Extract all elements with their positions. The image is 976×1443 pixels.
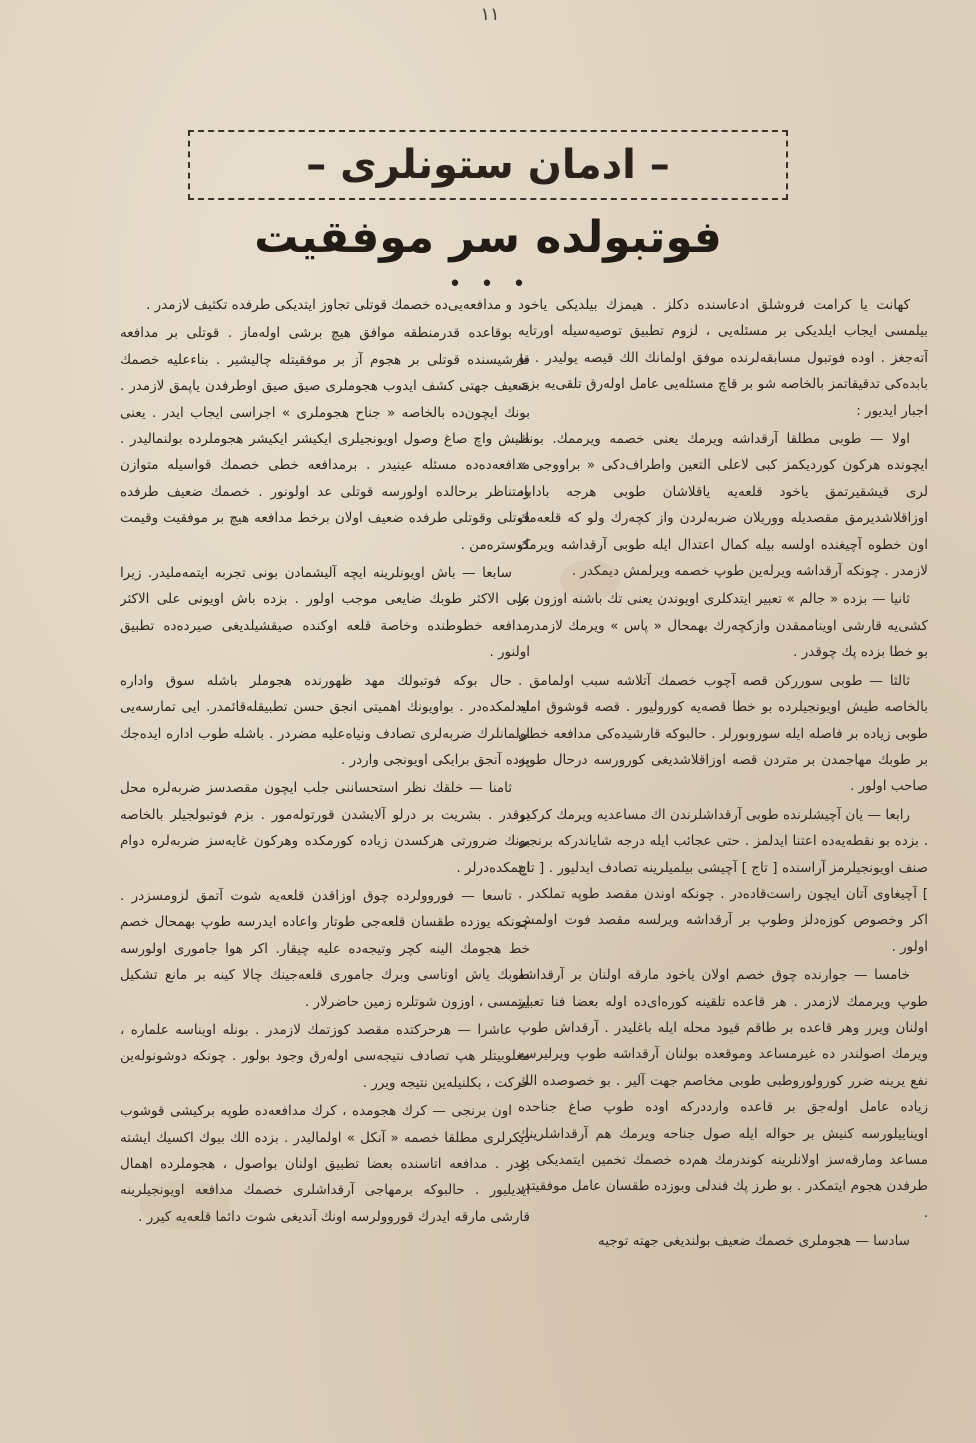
paragraph: اولا — طوبی مطلقا آرقداشه ویرمك یعنی خصمه ویرممك. بونك ایچونده هرکون کوردیکمز کبی لاعلی التعین واطراف‌دکی « براووجی » لری قیشقیرتمق یاخود قلعه‌یه یاقلاشان طوبی هرجه باداباد اوزاقلاشدیرمق مقصدیله ووریلان ضربه‌لردن واز کچه‌رك ولو که قلعه‌مك اون خطوه آچیغنده اولسه بیله کمال اعتدال ایله طوبی آرقداشه ویرمك لازمدر . چونکه آرقداشه ویرله‌ین طوپ خصمه ویرلمش دیمکدر . <box>518 431 928 580</box>
paragraph: و مدافعه‌یی‌ده خصمك قوتلی تجاوز ایتدیکی طرفده تکثیف لازمدر . <box>146 297 512 313</box>
paragraph: اون برنجی — کرك هجومده ، کرك مدافعه‌ده طوپه برکیشی قوشوب دیکرلری مطلقا خصمه « آنکل » اولمالیدر . بزده الك بیوك اکسیك ایشته بودر . مدافعه اتاسنده بعضا تطبیق اولنان بواصول ، هجوملرده اهمال ایدیلیور . حالبوکه برمهاجی آرقداشلری خصمك مدافعه اویونجیلرینه قارشی مارقه ایدرك قوروولرسه اونك آندیغی شوت دائما قلعه‌یه کیرر . <box>120 1103 530 1225</box>
paragraph: تاسعا — فوروولرده چوق اوزاقدن قلعه‌یه شوت آتمق لزومسزدر . چونکه یوزده طقسان قلعه‌جی طوتار واعاده ایدرسه طوپ بهمحال خصم خط هجومك الینه کچر وتیجه‌ده علیه چیقار. اکر هوا جاموری اولورسه طوبك یاش اوناسی وبرك جاموری قلعه‌جینك چالا کینه بر مانع تشکیل ایتمسی ، اوزون شوتلره زمین حاضرلار . <box>120 887 530 1010</box>
paragraph: ثالثا — طوبی سوررکن قصه آچوب خصمك آتلاشه سبب اولمامق . بالخاصه طیش اویونجیلرده بو خطا قصه‌یه کورولیور . قصه قوشوق امله طوبی زیاده بر فاصله ایله سوروبورلر . حالبوکه قارشیده‌کی مدافعه خطی بر طوبك مهاجمدن بر متردن قصه اوزاقلاشدیغی کورورسه درحال طوپه صاحب اولور . <box>518 672 928 795</box>
article-column-right <box>518 292 928 1362</box>
section-header-title: – ادمان ستونلری – <box>306 142 670 188</box>
paragraph: بوقاعده قدرمنطقه موافق هیچ برشی اوله‌ماز . قوتلی بر مدافعه قارشیسنده قوتلی بر هجوم آز بر موفقیتله چالیشیر . بناءعلیه خصمك ضعیف جهتی کشف ایدوب هجوملری صیق صیق اوطرفدن یاپمق لازمدر . بونك ایچون‌ده بالخاصه « جناح هجوملری » اجراسی ایجاب ایدر . یعنی طیش واچ صاغ وصول اویونجیلری ایکیشر ایکیشر هجوملرده بولنمالیدر . مدافعه‌ده‌ده مسئله عینیدر . برمدافعه خطی خصمك قواسیله متوازن ومتناظر برحالده اولورسه قوتلی عد اولونور . خصمك ضعیف طرفده قوتلی وقوتلی طرفده ضعیف اولان برخط مدافعه هیچ بر موفقیت وقیمت کوستره‌من . <box>120 325 530 553</box>
section-header-box <box>188 130 788 200</box>
paper-stain <box>140 1180 230 1230</box>
paragraph: حال بوکه فوتبولك مهد ظهورنده هجوملر باشله سوق واداره ایدلمکده‌در . بواویونك اهمیتی انجق حسن تطبیقله‌قائمدر. ایی تمارسه‌یی اولمانلرك ضربه‌لری تصادف ونیاه‌علیه مضردر . باشله طوب اداره ایده‌جك بزده آنجق برایکی اویونجی واردر . <box>120 672 530 768</box>
paragraph: سابعا — باش اویونلرینه ایچه آلیشمادن بونی تجربه ایتمه‌ملیدر. زیرا علی الاکثر طوبك ضایعی موجب اولور . بزده باش اویونی علی الاکثر مدافعه خطوطنده وخاصة قلعه اوکنده صیقشیلدیغی صیرده‌ده تطبیق اولنور . <box>120 565 530 661</box>
paragraph: سادسا — هجوملری خصمك ضعیف بولندیغی جهته توجیه <box>598 1233 910 1250</box>
paragraph: خامسا — جوارنده چوق خصم اولان یاخود مارقه اولنان بر آرقداشه طوپ ویرممك لازمدر . هر قاعده تلقینه کوره‌ای‌ده اوله بعضا فنا تعبیر اولنان ویرر وهر قاعده بر طاقم قیود محله ایله باغلیدر . آرقداش طوپ ویرمك اصولندر ده غیرمساعد وموقعده بولنان آرقداشه طوپ ویرلیرسه نفع یرینه ضرر کورولوروطبی طوبی مخاصم جهت آلیر . بو خصوصده الك زیاده عامل اوله‌جق بر قاعده وارددرکه اوده طوپ صاغ جناحده اویناییلورسه کنیش بر حواله ایله صول جناحه ویرمك هم آرقداشلرینك مساعد ومارقه‌سز اولانلرینه کوندرمك هم‌ده خصمك تخمین ایتمدیکی بر طرفدن هجوم ایتمکدر . بو طرز پك فندلی وبوزده طقسان عامل موفقیتدر . <box>518 967 928 1221</box>
paragraph: کهانت یا کرامت فروشلق ادعاسنده دکلز . هیمزك بیلدیکی یاخود بیلمسی ایجاب ایلدیکی بر مسئله‌یی ، لزوم تطبیق توصیه‌سیله اورتایه آته‌جغز . اوده فوتبول مسابقه‌لرنده موفق اولمانك الك قیصه یولیدر . بو بابده‌کی تدقیقاتمز بالخاصه شو بر قاچ مسئله‌یی عامل اوله‌رق تلقی‌یه بزی اجبار ایدیور : <box>518 297 928 419</box>
title-ornament: • • • <box>448 272 532 297</box>
paragraph: عاشرا — هرحرکتده مقصد کوزتمك لازمدر . بونله اویناسه علماره ، مغلوبیتلر هپ تصادف نتیجه‌سی اوله‌رق وجود بولور . چونکه دوشونوله‌ین حرکت ، بکلنیله‌ین نتیجه ویرر . <box>120 1021 530 1091</box>
article-title: فوتبولده سر موفقیت <box>254 212 722 263</box>
page-number: ١١ <box>480 4 500 25</box>
paragraph: رابعا — یان آچیشلرنده طوبی آرقداشلرندن اك مساعدیه ویرمك کرکدر . بزده بو نقطه‌یه‌ده اعتنا ایدلمز . حتی عجائب ایله درجه شایاندرکه برنجی صنف اویونجیلرمز آراسنده [ تاج ] آچیشی بیلمیلرینه تصادف ایدلیور . [ تاج ] آچیغاوی آتان ایچون راست‌قاده‌در . چونکه اوندن مقصد طوپه تملکدر . اکر وخصوص کوزه‌دلز وطوپ بر آرقداشه ویرلسه مقصد فوت اولمش اولور . <box>518 806 928 955</box>
paragraph: ثانیا — بزده « جالم » تعبیر ایتدکلری اویوندن یعنی تك باشنه اوزون بر کشی‌یه قارشی اویناممقدن وازکچه‌رك بهمحال « پاس » ویرمك لازمدر . بو خطا بزده پك چوقدر . <box>518 591 928 661</box>
paragraph: ثامنا — خلقك نظر استحساننی جلب ایچون مقصدسز ضربه‌لره محل یوقدر . بشریت بر درلو آلایشدن قورتوله‌مور . بزم فوتبولجیلر بالخاصه بونك ضرورتی هرکسدن زیاده کورمکده وهرکون غایه‌سز ضربه‌لره دوام ایتمکده‌درلر . <box>120 780 530 876</box>
paper-stain <box>560 560 620 600</box>
